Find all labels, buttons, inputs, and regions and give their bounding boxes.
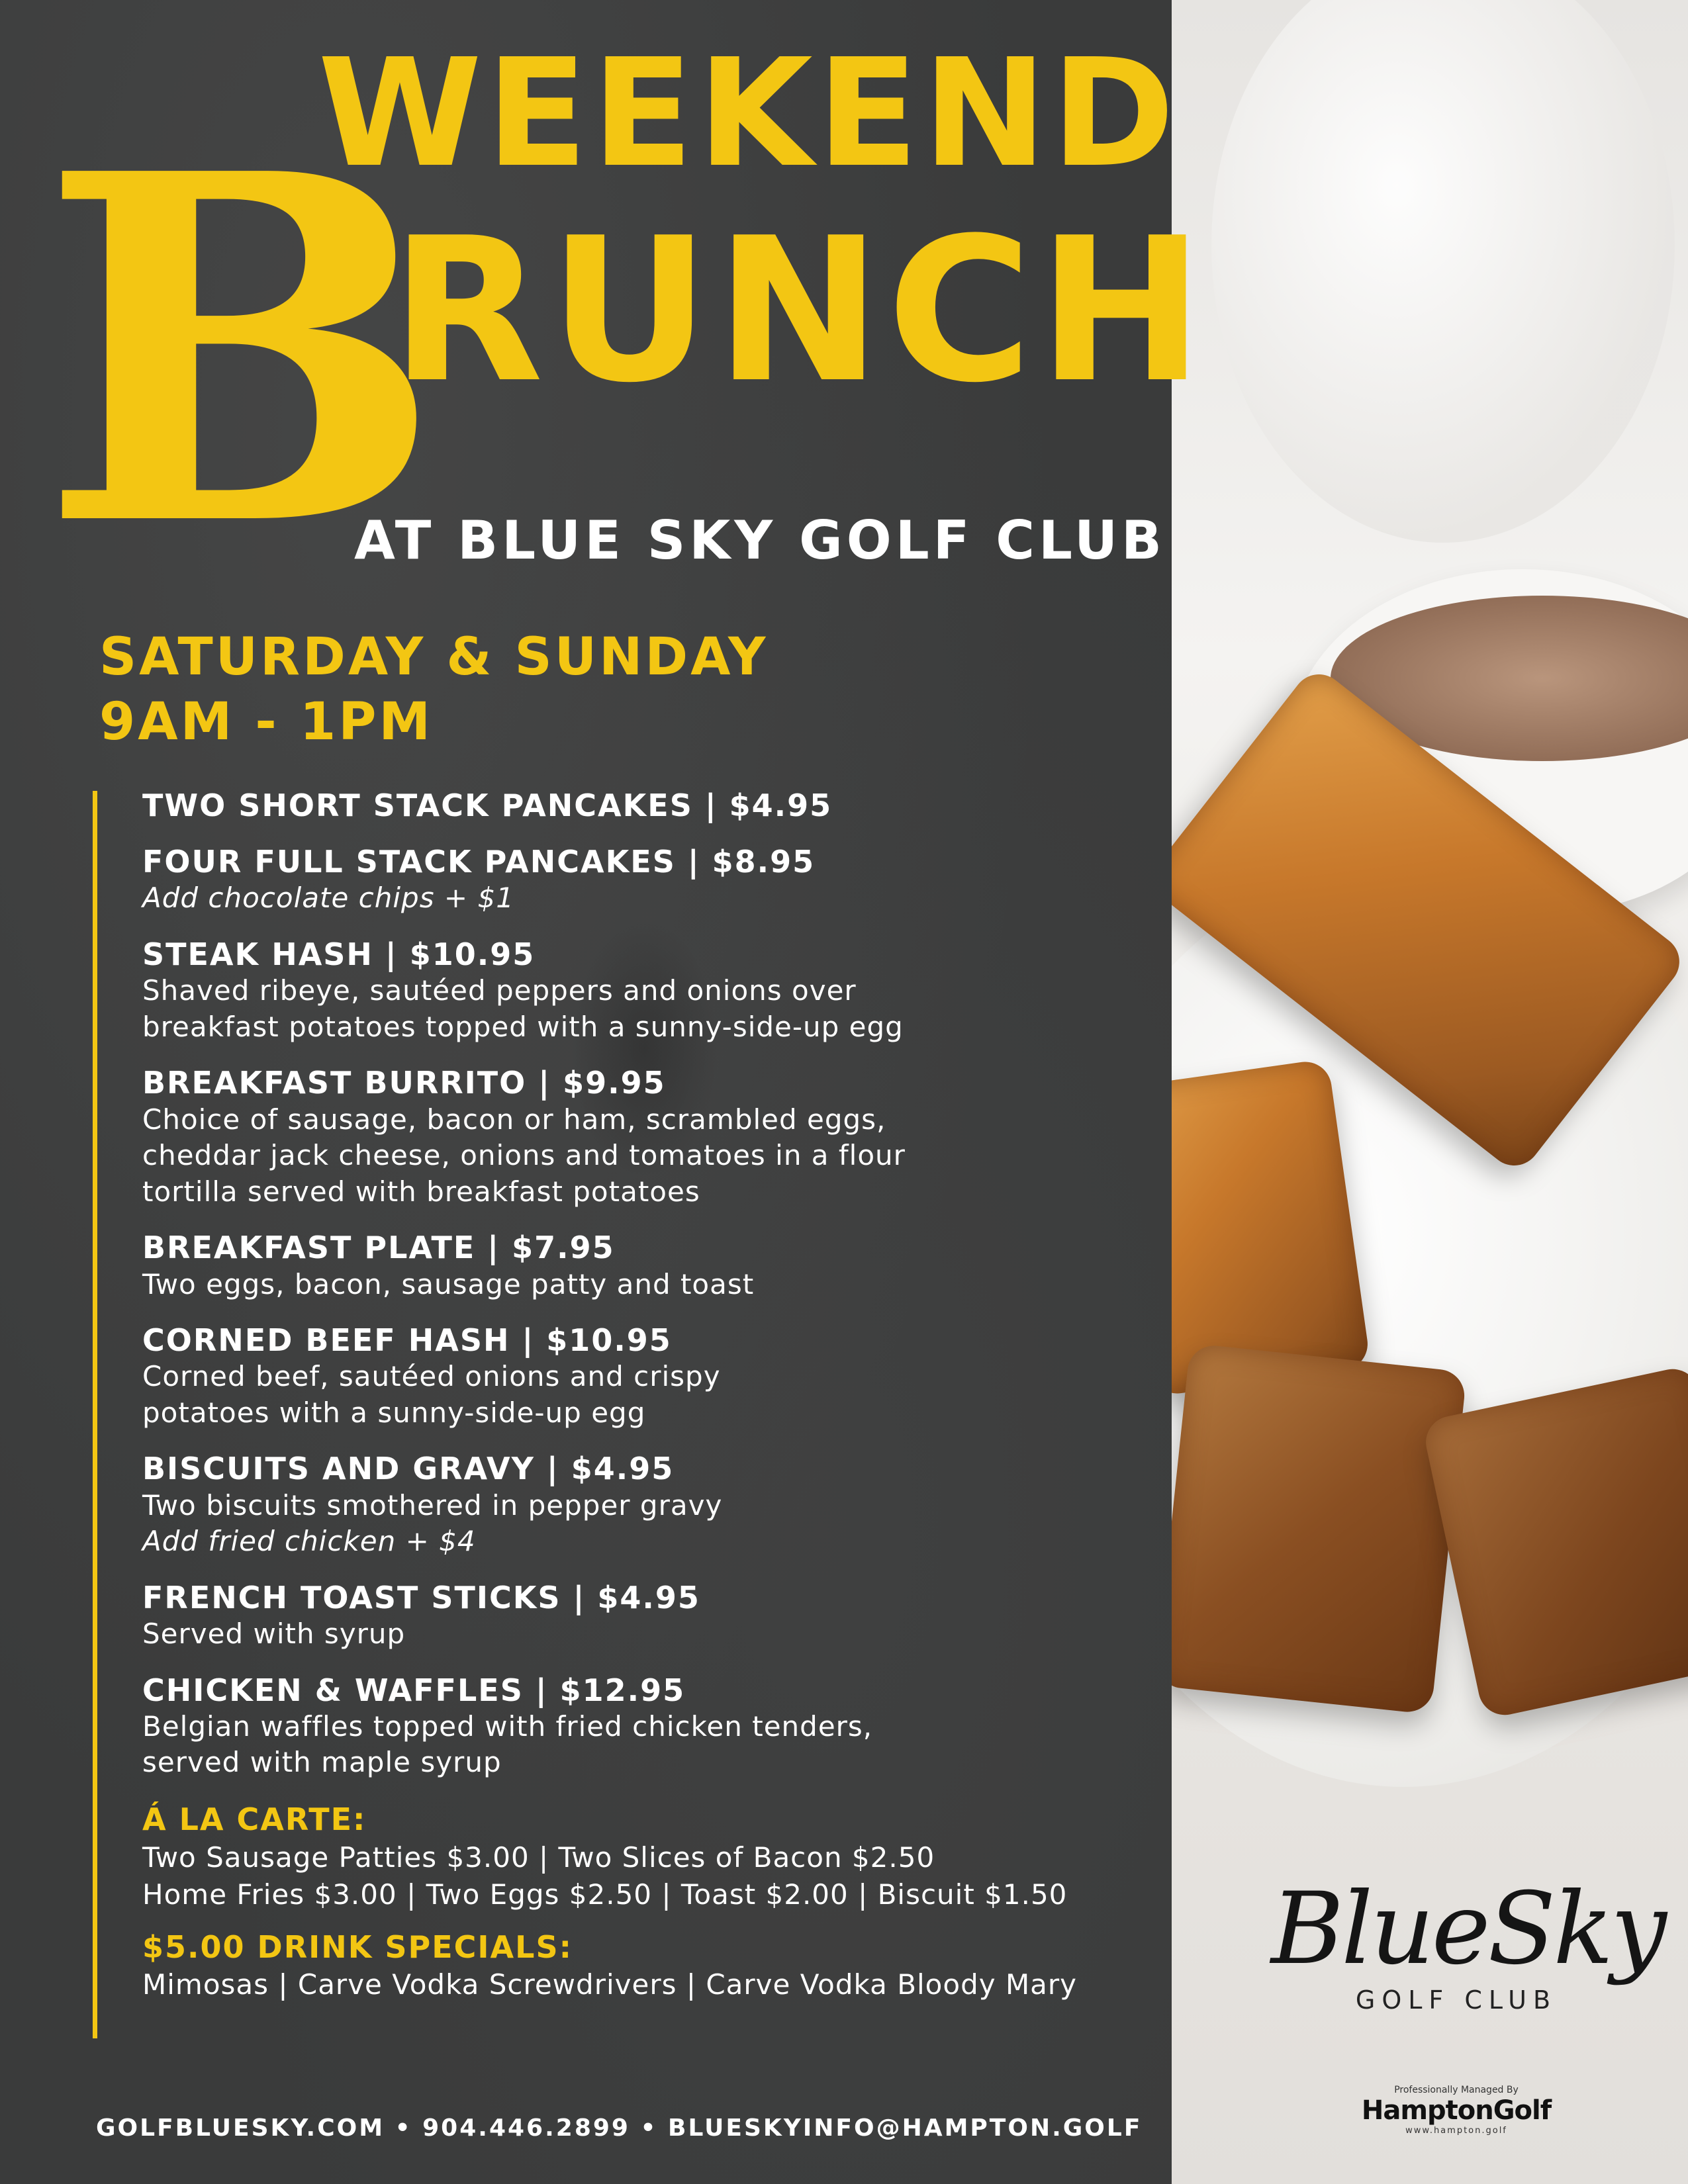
menu-item-desc: Belgian waffles topped with fried chicken tenders, — [142, 1709, 873, 1743]
menu-item-desc: Shaved ribeye, sautéed peppers and onions over — [142, 974, 857, 1007]
contact-footer: GOLFBLUESKY.COM • 904.446.2899 • BLUESKYINFO@HAMPTON.GOLF — [96, 2115, 1143, 2142]
menu-item-desc: Corned beef, sautéed onions and crispy — [142, 1360, 721, 1393]
menu-item-title: STEAK HASH | $10.95 — [142, 936, 536, 972]
hampton-pre: Professionally Managed By — [1394, 2085, 1519, 2095]
subtitle-venue: AT BLUE SKY GOLF CLUB — [354, 510, 1166, 571]
menu-item-title: CORNED BEEF HASH | $10.95 — [142, 1322, 672, 1359]
menu-item — [142, 844, 1162, 917]
menu-list — [142, 788, 1162, 2019]
menu-item-desc: served with maple syrup — [142, 1746, 502, 1779]
menu-item-desc: Two eggs, bacon, sausage patty and toast — [142, 1267, 755, 1300]
schedule-days: SATURDAY & SUNDAY — [99, 627, 769, 687]
menu-item — [142, 788, 1162, 824]
a-la-carte-heading: Á LA CARTE: — [142, 1801, 367, 1837]
menu-item-title: TWO SHORT STACK PANCAKES | $4.95 — [142, 788, 833, 823]
bluesky-logo — [1271, 1872, 1664, 2015]
menu-item-desc: potatoes with a sunny-side-up egg — [142, 1396, 646, 1429]
schedule — [99, 625, 768, 754]
menu-item-title: BREAKFAST PLATE | $7.95 — [142, 1230, 615, 1266]
menu-item — [142, 1672, 1162, 1781]
title-weekend: WEEKEND — [318, 27, 1179, 201]
menu-item-desc: Served with syrup — [142, 1617, 406, 1651]
menu-accent-line — [93, 791, 97, 2038]
drink-specials-line: Mimosas | Carve Vodka Screwdrivers | Carve Vodka Bloody Mary — [142, 1968, 1078, 2001]
hampton-name: HamptonGolf — [1361, 2095, 1552, 2126]
menu-item — [142, 1065, 1162, 1210]
menu-item-title: FRENCH TOAST STICKS | $4.95 — [142, 1579, 700, 1615]
menu-item-note: Add fried chicken + $4 — [142, 1525, 476, 1558]
menu-item-title: FOUR FULL STACK PANCAKES | $8.95 — [142, 844, 816, 880]
a-la-carte-line: Two Sausage Patties $3.00 | Two Slices of Bacon $2.50 — [142, 1841, 935, 1874]
menu-item-desc: tortilla served with breakfast potatoes — [142, 1175, 700, 1208]
bluesky-logo-script: BlueSky — [1271, 1872, 1664, 1987]
a-la-carte-section — [142, 1801, 1162, 1914]
title-big-letter: B — [40, 71, 443, 631]
schedule-hours: 9AM - 1PM — [99, 692, 433, 752]
menu-item-desc: Two biscuits smothered in pepper gravy — [142, 1488, 723, 1522]
menu-item-title: BISCUITS AND GRAVY | $4.95 — [142, 1451, 675, 1487]
menu-item-title: CHICKEN & WAFFLES | $12.95 — [142, 1672, 686, 1708]
menu-item-desc: breakfast potatoes topped with a sunny-side-up egg — [142, 1010, 904, 1043]
drink-specials-heading: $5.00 DRINK SPECIALS: — [142, 1929, 573, 1965]
bluesky-logo-sub: GOLF CLUB — [1355, 1985, 1558, 2015]
menu-item — [142, 1322, 1162, 1431]
menu-item — [142, 1230, 1162, 1302]
menu-item — [142, 936, 1162, 1045]
drink-specials-section — [142, 1929, 1162, 2004]
toast-stick-shape — [1172, 1343, 1467, 1714]
menu-item-desc: cheddar jack cheese, onions and tomatoes in a flour — [142, 1139, 906, 1172]
mug-shape — [1211, 0, 1675, 543]
hampton-golf-logo — [1357, 2085, 1556, 2136]
menu-item — [142, 1580, 1162, 1653]
menu-item-title: BREAKFAST BURRITO | $9.95 — [142, 1065, 666, 1101]
menu-item-desc: Choice of sausage, bacon or ham, scrambled eggs, — [142, 1103, 886, 1136]
menu-item — [142, 1451, 1162, 1559]
french-toast-photo — [1172, 0, 1688, 2184]
a-la-carte-line: Home Fries $3.00 | Two Eggs $2.50 | Toast $2.00 | Biscuit $1.50 — [142, 1878, 1068, 1911]
hampton-url: www.hampton.golf — [1405, 2126, 1507, 2136]
title-runch: RUNCH — [391, 195, 1209, 426]
menu-item-note: Add chocolate chips + $1 — [142, 882, 514, 915]
